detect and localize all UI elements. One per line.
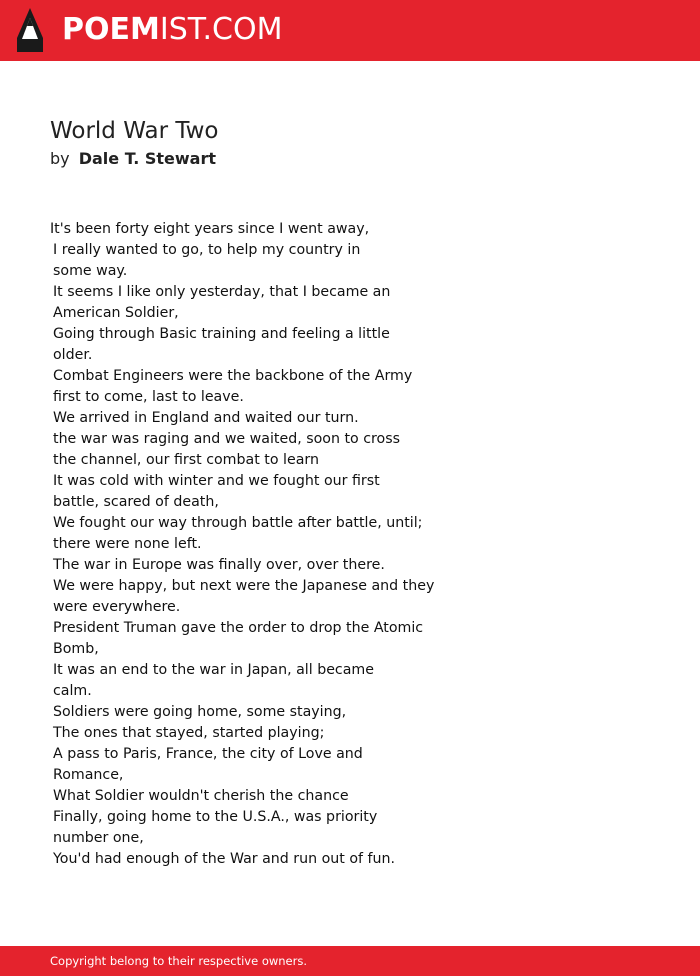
poem-line: Romance, [53,767,124,783]
poem-line: older. [53,347,93,363]
poem-line: Combat Engineers were the backbone of the Army [53,368,413,384]
poem-line: It was an end to the war in Japan, all became [53,662,374,678]
poem-line: first to come, last to leave. [53,389,244,405]
poem-line: American Soldier, [53,305,179,321]
poem-title: World War Two [50,118,219,144]
poem-body [50,219,470,870]
poem-line: Going through Basic training and feeling a little [53,326,390,342]
poem-line: calm. [53,683,92,699]
pencil-tip-icon [17,8,43,52]
poem-line: The war in Europe was finally over, over there. [53,557,385,573]
poem-line: were everywhere. [53,599,181,615]
by-label: by [50,149,70,168]
poem-line: Soldiers were going home, some staying, [53,704,347,720]
poem-byline [50,148,216,170]
copyright-text: Copyright belong to their respective owners. [50,954,308,968]
poem-line: there were none left. [53,536,202,552]
poem-line: Finally, going home to the U.S.A., was priority [53,809,378,825]
poem-line: number one, [53,830,144,846]
poem-line: battle, scared of death, [53,494,219,510]
poem-line: It seems I like only yesterday, that I became an [53,284,391,300]
poem-line: We fought our way through battle after battle, until; [53,515,423,531]
logo-text-bold: POEM [62,12,160,47]
page-footer [0,946,700,976]
poem-line: I really wanted to go, to help my country in [53,242,361,258]
poem-line: It's been forty eight years since I went away, [50,221,370,237]
site-logo[interactable] [62,11,282,49]
poem-line: Bomb, [53,641,99,657]
poem-line: You'd had enough of the War and run out of fun. [53,851,396,867]
poem-line: What Soldier wouldn't cherish the chance [53,788,349,804]
logo-text-light: IST.COM [159,12,283,47]
poem-author: Dale T. Stewart [78,149,216,168]
poem-line: some way. [53,263,128,279]
poem-line: The ones that stayed, started playing; [53,725,325,741]
site-header [0,0,700,61]
poem-line: It was cold with winter and we fought our first [53,473,380,489]
poem-line: We were happy, but next were the Japanese and they [53,578,435,594]
poem-line: We arrived in England and waited our turn. [53,410,359,426]
poem-line: the war was raging and we waited, soon to cross [53,431,401,447]
poem-line: the channel, our first combat to learn [53,452,319,468]
poem-line: A pass to Paris, France, the city of Love and [53,746,363,762]
poem-line: President Truman gave the order to drop the Atomic [53,620,424,636]
